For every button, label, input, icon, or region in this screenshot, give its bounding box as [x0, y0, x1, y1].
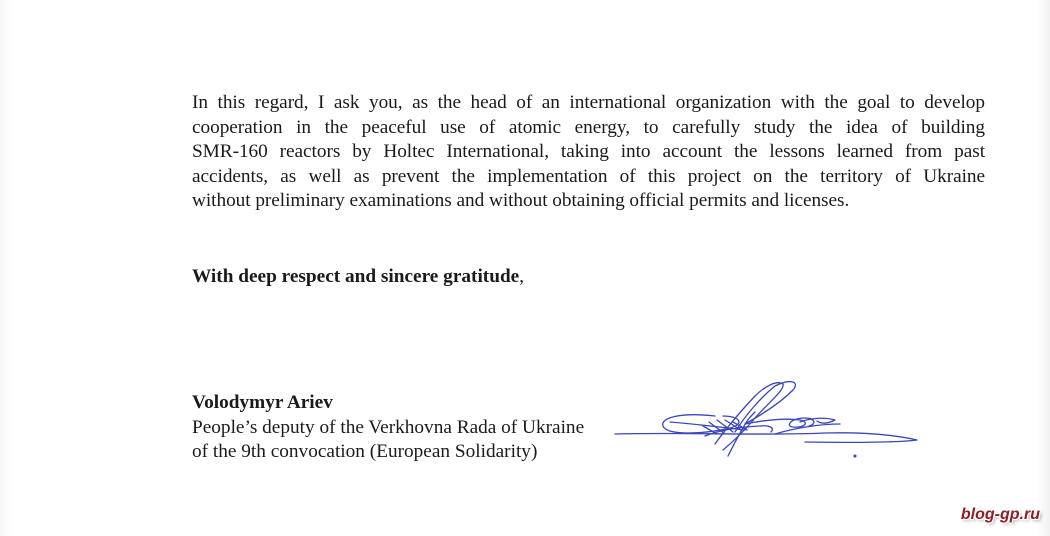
handwritten-signature — [595, 372, 925, 467]
signatory-name: Volodymyr Ariev — [192, 392, 333, 413]
closing-salutation — [192, 265, 524, 289]
signatory-block — [192, 391, 584, 465]
watermark: blog-gp.ru — [960, 506, 1040, 523]
signatory-title-line-2: of the 9th convocation (European Solidarity) — [192, 441, 538, 462]
request-paragraph — [192, 91, 985, 214]
paragraph-line: SMR-160 reactors by Holtec International, taking into account the lessons learned from past — [192, 141, 985, 163]
paragraph-line: accidents, as well as prevent the implementation of this project on the territory of Ukraine — [192, 165, 985, 187]
signatory-title-line-1: People’s deputy of the Verkhovna Rada of Ukraine — [192, 416, 585, 438]
closing-text: With deep respect and sincere gratitude — [192, 266, 520, 287]
closing-comma: , — [519, 266, 525, 287]
paragraph-line: cooperation in the peaceful use of atomic energy, to carefully study the idea of building — [192, 116, 985, 138]
paragraph-line: In this regard, I ask you, as the head of an international organization with the goal to develop — [192, 92, 985, 113]
paragraph-line: without preliminary examinations and without obtaining official permits and licenses. — [192, 190, 850, 212]
